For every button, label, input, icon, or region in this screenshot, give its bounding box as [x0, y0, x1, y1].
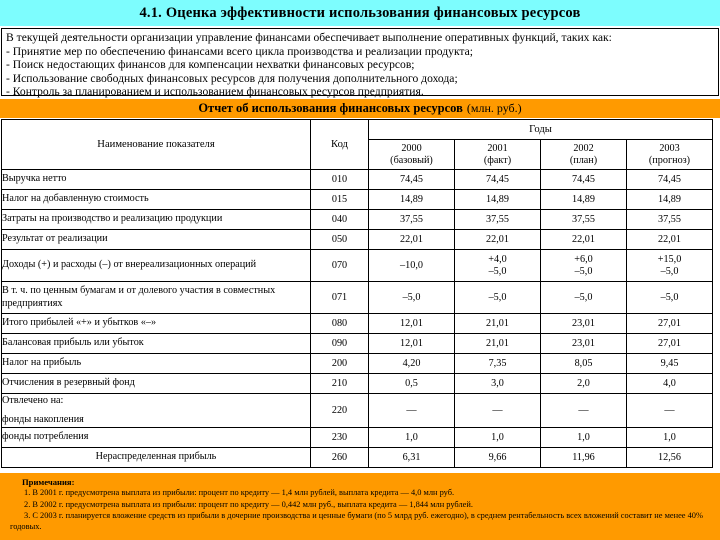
table-row: [2, 282, 713, 314]
row-code: 200: [311, 354, 369, 374]
row-name-group-label: Отвлечено на:: [2, 395, 64, 407]
row-code: 080: [311, 314, 369, 334]
table-row: [2, 250, 713, 282]
row-name: Доходы (+) и расходы (–) от внереализационных операций: [2, 250, 311, 282]
financial-resources-table: [1, 119, 713, 468]
note-item-1: 1. В 2001 г. предусмотрена выплата из прибыли: процент по кредиту — 1,4 млн рублей, выплата кредита — 4,0 млн руб.: [24, 488, 455, 497]
row-value-2000: –5,0: [369, 282, 455, 314]
row-value-2002: —: [541, 394, 627, 428]
row-value-2000: 14,89: [369, 190, 455, 210]
row-code: 220: [311, 394, 369, 428]
table-row: [2, 394, 713, 428]
header-indicator-name: Наименование показателя: [2, 120, 311, 170]
table-row: [2, 190, 713, 210]
row-value-2000: —: [369, 394, 455, 428]
table-row: [2, 314, 713, 334]
row-name: [2, 394, 311, 428]
row-code: 050: [311, 230, 369, 250]
table-body: [2, 170, 713, 468]
table-row: [2, 448, 713, 468]
row-value-2003-text: +15,0 –5,0: [657, 254, 682, 277]
table-row: [2, 374, 713, 394]
row-value-2003: [627, 250, 713, 282]
row-value-2001: 3,0: [455, 374, 541, 394]
header-year-2001-value: 2001: [487, 142, 508, 154]
report-title-band: [0, 99, 720, 118]
row-value-2003: 14,89: [627, 190, 713, 210]
row-name: Налог на прибыль: [2, 354, 311, 374]
row-value-2002: 37,55: [541, 210, 627, 230]
header-year-2003-value: 2003: [659, 142, 680, 154]
intro-line-2: - Принятие мер по обеспечению финансами всего цикла производства и реализации продукта;: [6, 44, 474, 58]
intro-line-4: - Использование свободных финансовых ресурсов для получения дополнительного дохода;: [6, 71, 458, 85]
notes-footer: [0, 473, 720, 540]
row-value-2001: —: [455, 394, 541, 428]
row-code: 260: [311, 448, 369, 468]
row-value-2000: 12,01: [369, 314, 455, 334]
notes-title: Примечания:: [22, 477, 75, 487]
row-value-2000: 0,5: [369, 374, 455, 394]
row-value-2001: [455, 250, 541, 282]
header-years-group: Годы: [369, 120, 713, 140]
table-row: [2, 334, 713, 354]
row-value-2001: 7,35: [455, 354, 541, 374]
intro-line-1: В текущей деятельности организации управление финансами обеспечивает выполнение оперативных функций, таких как:: [6, 31, 612, 44]
header-year-2002: [541, 140, 627, 170]
row-value-2003: 4,0: [627, 374, 713, 394]
header-year-2003: [627, 140, 713, 170]
row-name: Налог на добавленную стоимость: [2, 190, 311, 210]
row-value-2003: 27,01: [627, 314, 713, 334]
note-item-3: 3. С 2003 г. планируется вложение средств из прибыли в дочерние производства и ценные бумаги (по 5 млрд руб. ежегодно), в среднем рентабельность всех вложений составит не менее 40% годовых.: [10, 511, 703, 531]
row-code: 040: [311, 210, 369, 230]
row-value-2003: 27,01: [627, 334, 713, 354]
row-value-2000: 37,55: [369, 210, 455, 230]
intro-line-3: - Поиск недостающих финансов для компенсации нехватки финансовых ресурсов;: [6, 58, 415, 72]
row-value-2002-text: +6,0 –5,0: [574, 254, 593, 277]
row-value-2002: [541, 250, 627, 282]
header-year-2002-note: (план): [569, 154, 598, 166]
row-value-2000: –10,0: [369, 250, 455, 282]
row-value-2000: 4,20: [369, 354, 455, 374]
row-value-2003: 9,45: [627, 354, 713, 374]
header-year-2000-value: 2000: [401, 142, 422, 154]
row-code: 210: [311, 374, 369, 394]
row-code: 070: [311, 250, 369, 282]
row-name: Балансовая прибыль или убыток: [2, 334, 311, 354]
row-value-2003: –5,0: [627, 282, 713, 314]
row-name: Результат от реализации: [2, 230, 311, 250]
row-value-2001: 21,01: [455, 334, 541, 354]
row-code: 015: [311, 190, 369, 210]
row-value-2000: 12,01: [369, 334, 455, 354]
row-value-2003: 1,0: [627, 428, 713, 448]
row-value-2003: 22,01: [627, 230, 713, 250]
header-year-2002-value: 2002: [573, 142, 594, 154]
page-title: 4.1. Оценка эффективности использования финансовых ресурсов: [139, 4, 581, 21]
row-code: 071: [311, 282, 369, 314]
header-year-2003-note: (прогноз): [648, 154, 691, 166]
table-row: [2, 428, 713, 448]
row-value-2001: 74,45: [455, 170, 541, 190]
row-value-2001: 1,0: [455, 428, 541, 448]
row-value-2003: 37,55: [627, 210, 713, 230]
row-value-2002: –5,0: [541, 282, 627, 314]
row-value-2002: 23,01: [541, 334, 627, 354]
row-value-2000: 74,45: [369, 170, 455, 190]
slide-title-band: [0, 0, 720, 26]
row-name: Отчисления в резервный фонд: [2, 374, 311, 394]
row-name: Нераспределенная прибыль: [2, 448, 311, 468]
row-value-2001: –5,0: [455, 282, 541, 314]
row-name: Итого прибылей «+» и убытков «–»: [2, 314, 311, 334]
row-value-2002: 8,05: [541, 354, 627, 374]
table-header-row-1: [2, 120, 713, 140]
row-name: Затраты на производство и реализацию продукции: [2, 210, 311, 230]
row-value-2001-text: +4,0 –5,0: [488, 254, 507, 277]
row-value-2001: 21,01: [455, 314, 541, 334]
row-value-2003: —: [627, 394, 713, 428]
report-units: (млн. руб.): [466, 101, 522, 115]
header-code: Код: [311, 120, 369, 170]
row-value-2001: 37,55: [455, 210, 541, 230]
report-title: Отчет об использования финансовых ресурсов: [198, 101, 463, 115]
row-value-2000: 6,31: [369, 448, 455, 468]
row-code: 010: [311, 170, 369, 190]
intro-text-box: [1, 28, 719, 99]
header-year-2001: [455, 140, 541, 170]
row-value-2002: 14,89: [541, 190, 627, 210]
row-value-2002: 22,01: [541, 230, 627, 250]
header-year-2000-note: (базовый): [390, 154, 433, 166]
row-value-2002: 74,45: [541, 170, 627, 190]
row-value-2000: 1,0: [369, 428, 455, 448]
table-row: [2, 170, 713, 190]
row-value-2001: 14,89: [455, 190, 541, 210]
row-value-2001: 9,66: [455, 448, 541, 468]
row-value-2002: 2,0: [541, 374, 627, 394]
header-year-2001-note: (факт): [483, 154, 512, 166]
row-name-subitem: фонды накопления: [2, 413, 84, 425]
row-value-2002: 23,01: [541, 314, 627, 334]
row-value-2003: 74,45: [627, 170, 713, 190]
table-row: [2, 210, 713, 230]
row-name: Выручка нетто: [2, 170, 311, 190]
table-row: [2, 230, 713, 250]
row-name: фонды потребления: [2, 428, 311, 448]
row-code: 230: [311, 428, 369, 448]
row-code: 090: [311, 334, 369, 354]
note-item-2: 2. В 2002 г. предусмотрена выплата из прибыли: процент по кредиту — 0,442 млн руб., выплата кредита — 1,844 млн рублей.: [24, 499, 473, 509]
row-value-2000: 22,01: [369, 230, 455, 250]
row-value-2002: 11,96: [541, 448, 627, 468]
row-value-2003: 12,56: [627, 448, 713, 468]
row-name: В т. ч. по ценным бумагам и от долевого участия в совместных предприятиях: [2, 282, 311, 314]
row-value-2001: 22,01: [455, 230, 541, 250]
row-value-2002: 1,0: [541, 428, 627, 448]
header-year-2000: [369, 140, 455, 170]
intro-line-5: - Контроль за планированием и использованием финансовых ресурсов предприятия.: [6, 85, 424, 99]
table-row: [2, 354, 713, 374]
